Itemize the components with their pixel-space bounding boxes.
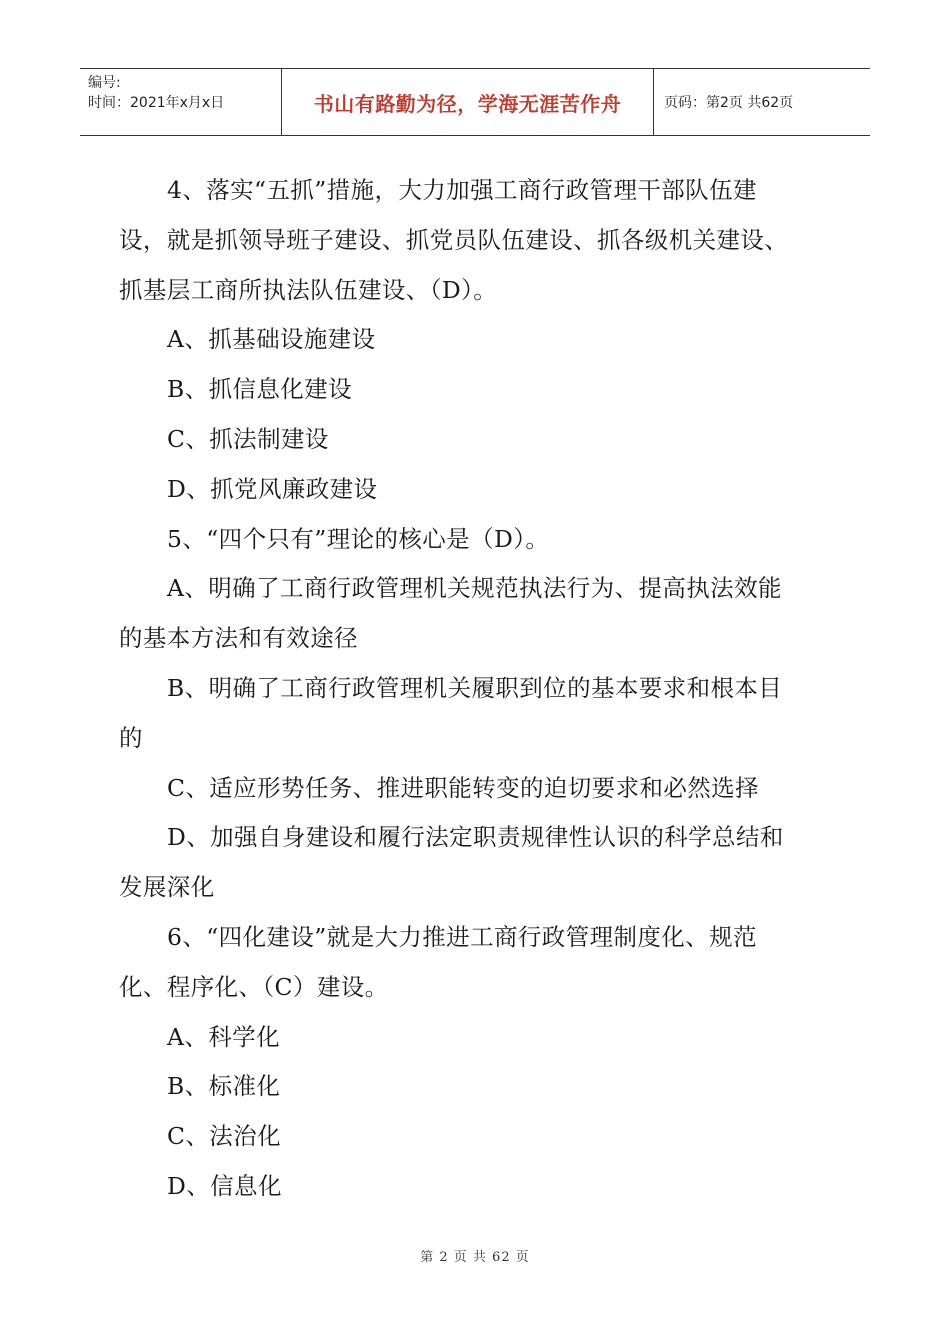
document-body [119,166,849,1212]
question-4-option-b: B、抓信息化建设 [167,375,352,404]
question-6-option-b: B、标准化 [167,1072,281,1101]
document-time-label: 时间：2021年x月x日 [88,95,225,111]
header-page-info: 页码：第2页 共62页 [664,95,794,111]
question-5-option-d-line-1: D、加强自身建设和履行法定职责规律性认识的科学总结和 [167,823,784,852]
question-5-option-a-line-1: A、明确了工商行政管理机关规范执法行为、提高执法效能 [167,574,782,603]
question-4-option-a: A、抓基础设施建设 [167,325,376,354]
question-5-option-a-line-2: 的基本方法和有效途径 [119,624,358,653]
question-4-option-c: C、抓法制建设 [167,424,329,453]
document-number-label: 编号: [88,75,121,91]
question-6-option-a: A、科学化 [167,1022,280,1051]
question-6-option-c: C、法治化 [167,1122,281,1151]
header-meta-cell [80,69,282,135]
question-5-option-b-line-2: 的 [119,723,143,752]
header-motto: 书山有路勤为径，学海无涯苦作舟 [282,69,654,135]
question-5-stem: 5、“四个只有”理论的核心是（D）。 [167,524,550,553]
page-header [80,68,870,136]
question-6-option-d: D、信息化 [167,1171,282,1200]
question-5-option-d-line-2: 发展深化 [119,873,215,902]
question-5-option-c: C、适应形势任务、推进职能转变的迫切要求和必然选择 [167,773,759,802]
question-4-line-3: 抓基层工商所执法队伍建设、（D）。 [119,275,498,304]
question-4-line-2: 设，就是抓领导班子建设、抓党员队伍建设、抓各级机关建设、 [119,225,789,254]
question-6-line-2: 化、程序化、（C）建设。 [119,972,389,1001]
page-footer: 第 2 页 共 62 页 [420,1250,530,1265]
question-4-option-d: D、抓党风廉政建设 [167,474,378,503]
question-5-option-b-line-1: B、明确了工商行政管理机关履职到位的基本要求和根本目 [167,673,783,702]
question-6-line-1: 6、“四化建设”就是大力推进工商行政管理制度化、规范 [167,922,757,951]
question-4-line-1: 4、落实“五抓”措施，大力加强工商行政管理干部队伍建 [167,176,757,204]
